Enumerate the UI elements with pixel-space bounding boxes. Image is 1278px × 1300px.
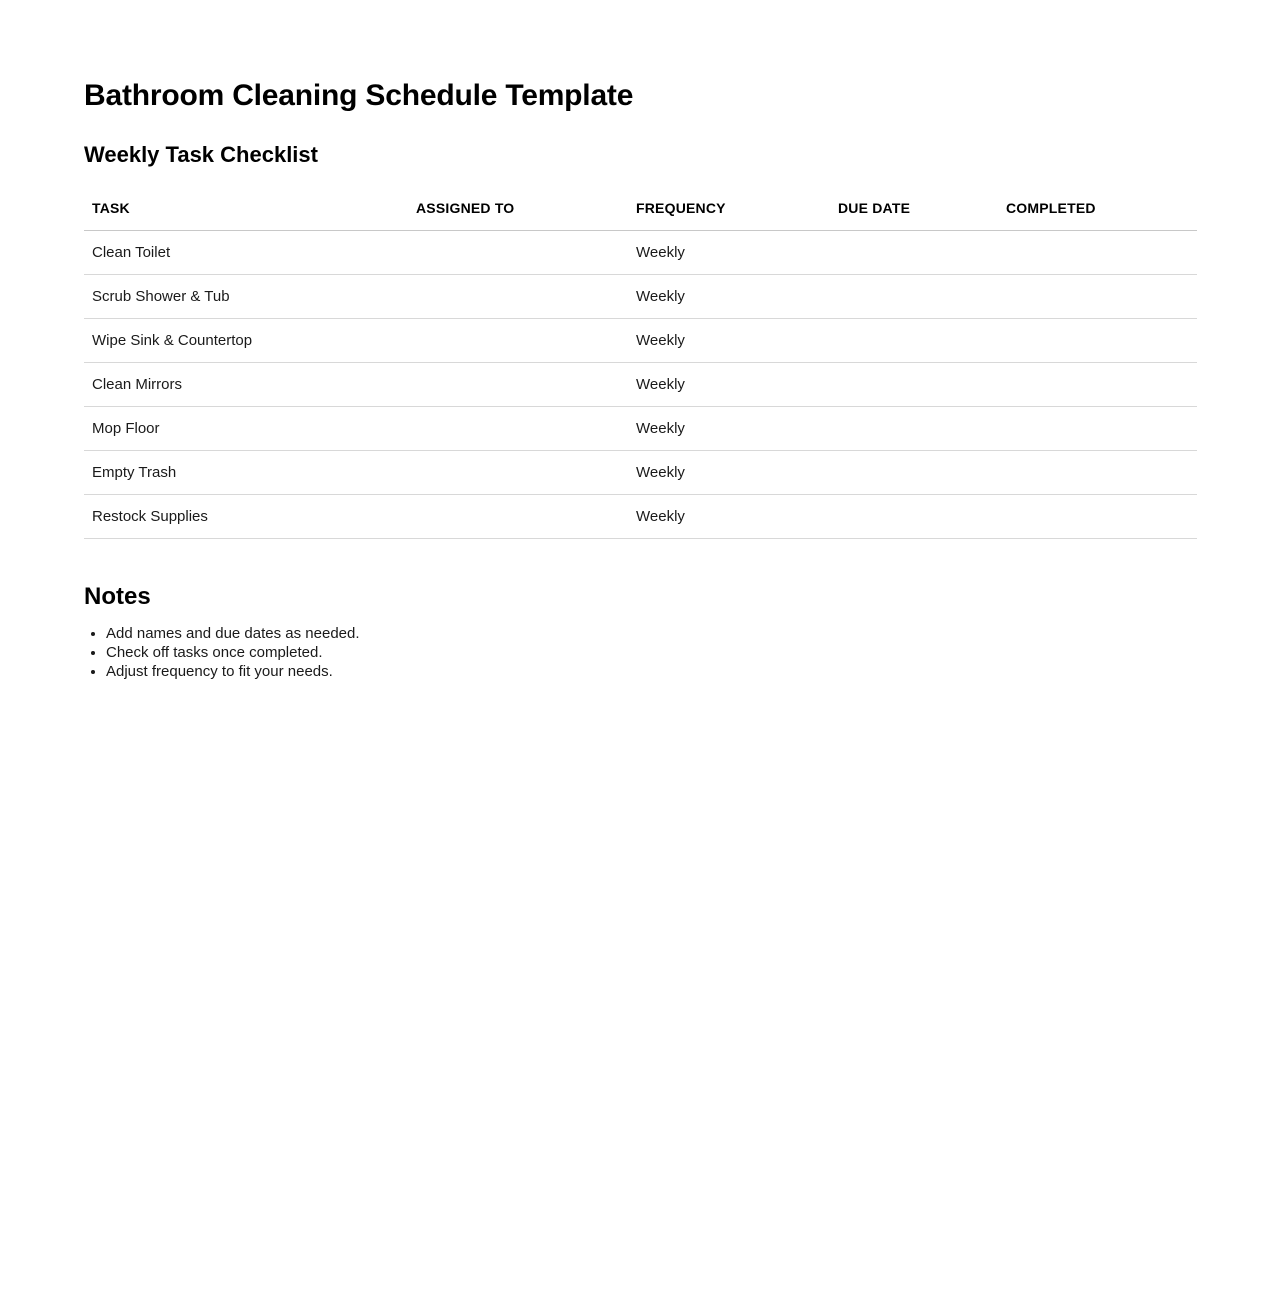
cell-assigned-to[interactable] [408,275,628,319]
cell-due-date[interactable] [830,495,998,539]
page-title: Bathroom Cleaning Schedule Template [84,79,634,112]
cell-due-date[interactable] [830,451,998,495]
column-header-due-date: DUE DATE [830,200,998,231]
table-body [84,231,1197,539]
notes-title: Notes [84,583,151,611]
notes-list [84,624,1198,681]
cell-task: Empty Trash [84,451,408,495]
column-header-completed: COMPLETED [998,200,1197,231]
cell-completed[interactable] [998,231,1197,275]
section-title-weekly-task-checklist: Weekly Task Checklist [84,142,318,167]
table-row [84,363,1197,407]
cell-frequency: Weekly [628,407,830,451]
cell-assigned-to[interactable] [408,363,628,407]
cell-frequency: Weekly [628,319,830,363]
cell-task: Scrub Shower & Tub [84,275,408,319]
list-item: • Check off tasks once completed. [106,643,1198,662]
cell-task: Clean Mirrors [84,363,408,407]
table-header [84,200,1197,231]
cell-assigned-to[interactable] [408,451,628,495]
table-header-row [84,200,1197,231]
column-header-task: TASK [84,200,408,231]
column-header-frequency: FREQUENCY [628,200,830,231]
cell-task: Wipe Sink & Countertop [84,319,408,363]
table-row [84,407,1197,451]
cell-due-date[interactable] [830,275,998,319]
cell-completed[interactable] [998,407,1197,451]
cell-assigned-to[interactable] [408,407,628,451]
list-item: • Add names and due dates as needed. [106,624,1198,643]
table-row [84,319,1197,363]
weekly-task-checklist-table [84,200,1197,539]
table-row [84,275,1197,319]
cell-completed[interactable] [998,319,1197,363]
cell-due-date[interactable] [830,363,998,407]
cell-completed[interactable] [998,451,1197,495]
cell-due-date[interactable] [830,231,998,275]
cell-assigned-to[interactable] [408,495,628,539]
cell-frequency: Weekly [628,275,830,319]
list-item: • Adjust frequency to fit your needs. [106,662,1198,681]
cell-completed[interactable] [998,495,1197,539]
cell-task: Restock Supplies [84,495,408,539]
cell-frequency: Weekly [628,451,830,495]
cell-frequency: Weekly [628,231,830,275]
table-row [84,495,1197,539]
cell-due-date[interactable] [830,407,998,451]
table-row [84,451,1197,495]
cell-frequency: Weekly [628,495,830,539]
cell-assigned-to[interactable] [408,231,628,275]
cell-completed[interactable] [998,275,1197,319]
cell-assigned-to[interactable] [408,319,628,363]
cell-frequency: Weekly [628,363,830,407]
table-row [84,231,1197,275]
column-header-assigned-to: ASSIGNED TO [408,200,628,231]
cell-due-date[interactable] [830,319,998,363]
cell-task: Mop Floor [84,407,408,451]
cell-task: Clean Toilet [84,231,408,275]
cell-completed[interactable] [998,363,1197,407]
